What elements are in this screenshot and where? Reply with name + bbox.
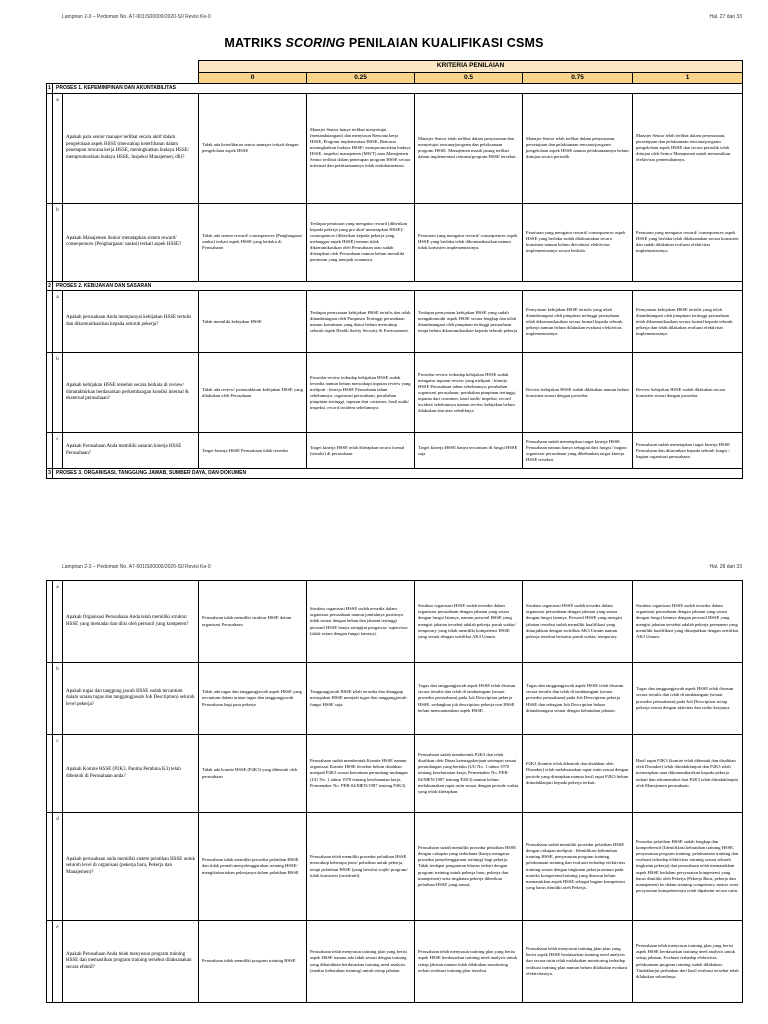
criteria-score-0: Tidak ada komite HSSE (P2K3) yang dibentuk oleh perusahaan <box>199 735 307 813</box>
page-header-reference: Lampiran 2-3 – Pedoman No. A7-001/S00000/2020-S0 Revisi Ke-0 <box>62 564 211 570</box>
title-suffix: PENILAIAN KUALIFIKASI CSMS <box>345 36 544 50</box>
criteria-score-075: Manajer Senior telah terlibat dalam penyusunan, persetujuan dan pelaksanaan rencana/program pengelolaan aspek HSSE namun pelaksanaannya belum ditinjau secara periodik <box>523 93 633 203</box>
criteria-score-1: Prosedur pelatihan HSSE sudah lengkap dan komprehensif (Identifikasi kebutuhan training HSSE, penyusunan program training, pelaksanaan training dan evaluasi terhadap efektivitas training sesuai seluruh tingkatan pekerja) dan perusahaan telah memasukkan aspek HSSE kedalam persyaratan kompetensi yang harus dimiliki oleh Pekerja (Pekerja Baru, pekerja dan manajemen) ke dalam training competency matrix serta persyaratan kompetensinya telah dipahami secara rutin. <box>633 813 743 921</box>
score-header-05: 0.5 <box>415 72 523 84</box>
criteria-score-05: Prosedur review terhadap kebijakan HSSE sudah mengatur inputan review yang meliputi : kinerja HSSE Perusahaan tahun sebelumnya, perubahan organisasi perusahaan, perubahan pimpinan tertinggi, inputan dari customer, hasil audit/ inspeksi, record incident sebelumnya namun review kebijakan belum dilakukan dan atau sebaliknya. <box>415 353 523 433</box>
score-header-075: 0.75 <box>523 72 633 84</box>
item-question: Apakah Komite HSSE (P2K3, Panitia Pembina K3) telah dibentuk di Perusahaan anda? <box>63 735 199 813</box>
criteria-score-025: Struktur organisasi HSSE sudah tersedia dalam organisasi perusahaan namun jumlahnya posisinya tidak sesuai dengan beban dan jabatan tertinggi personil HSSE hanya setingkat pengawas/ supervisor (tidak setara dengan fungsi lainnya). <box>307 581 415 663</box>
criteria-score-075: Perusahaan sudah memiliki prosedur pelatihan HSSE dengan cakupan meliputi : Identifikasi kebutuhan training HSSE, penyusunan program training, pelaksanaan training dan evaluasi terhadap efektivitas training sesuai dengan tingkatan pekerja namun pada matriks kompetensi/training yang disusun belum memasukkan aspek HSSE sebagai bagian kompetensi yang harus dimiliki oleh Pekerja. <box>523 813 633 921</box>
criteria-row <box>47 203 743 281</box>
criteria-score-1: Hasil rapat P2K3 (komite telah dibentuk dan disahkan oleh Disnaker) telah ditindaklanjuti dan P2K3 telah menerapkan atau dikomunikasikan kepada pekerja terkait dan rekomendasi dari P2K3 telah ditindaklanjuti oleh Manajemen perusahaan. <box>633 735 743 813</box>
criteria-score-0: Tidak memiliki kebijakan HSSE <box>199 291 307 353</box>
criteria-row <box>47 663 743 735</box>
criteria-header-row <box>47 61 743 73</box>
section-number: 2 <box>47 281 53 291</box>
criteria-score-1: Perusahaan sudah menetapkan target kinerja HSSE Perusahaan dan diturunkan kepada seluruh fungsi / bagian organisasi perusahaan. <box>633 433 743 469</box>
criteria-score-025: Perusahaan telah memiliki prosedur pelatihan HSSE mencakup beberapa jenis/ pelatihan untuk pekerja, tetapi pelatihan HSSE (yang bersifat wajib/ program/ tidak konsisten (incidentil). <box>307 813 415 921</box>
criteria-row <box>47 433 743 469</box>
criteria-score-0: Tidak ada tugas dan tanggungjawab aspek HSSE yang tercantum dalam uraian tugas dan tanggungjawab Perusahaan bagi para pekerja <box>199 663 307 735</box>
score-header-row <box>47 72 743 84</box>
criteria-score-0: Tidak ada keterlibatan senior manajer terkait dengan pengelolaan aspek HSSE <box>199 93 307 203</box>
scoring-matrix-table-page2 <box>46 580 743 1003</box>
score-header-0: 0 <box>199 72 307 84</box>
item-question: Apakah Perusahaan Anda memiliki sasaran kinerja HSSE Perusahaan? <box>63 433 199 469</box>
item-letter: b <box>53 203 63 281</box>
section-title: PROSES 2. KEBIJAKAN DAN SASARAN <box>53 281 743 291</box>
criteria-score-1: Review kebijakan HSSE sudah dilakukan secara konsisten sesuai dengan prosedur. <box>633 353 743 433</box>
criteria-score-05: Perusahaan sudah memiliki prosedur pelatihan HSSE dengan cakupan yang sederhana (hanya mengatur prosedur penyelenggaraan training) bagi pekerja. Tidak terdapat pengaturan khusus terkait dengan program training untuk pekerja baru, pekerja dan manajemen) serta tingkatan pekerja diberikan pelatihan HSSE yang sama). <box>415 813 523 921</box>
item-question: Apakah perusahaan Anda mempunyai kebijakan HSSE tertulis dan dikomunikasikan kepada seluruh pekerja? <box>63 291 199 353</box>
title-prefix: MATRIKS <box>224 36 286 50</box>
criteria-score-025: Target kinerja HSSE telah ditetapkan secara formal (tertulis) di perusahaan <box>307 433 415 469</box>
score-header-1: 1 <box>633 72 743 84</box>
document-title <box>0 36 768 50</box>
criteria-score-075: Perusahaan sudah menetapkan target kinerja HSSE Perusahaan namun hanya sebagian dari fungsi / bagian organisasi perusahaan yang dibebankan target kinerja HSSE tersebut. <box>523 433 633 469</box>
criteria-row <box>47 813 743 921</box>
criteria-score-0: Perusahaan tidak memiliki program training HSSE <box>199 921 307 1003</box>
page-header-reference: Lampiran 2-3 – Pedoman No. A7-001/S00000/2020-S0 Revisi Ke-0 <box>62 14 211 20</box>
criteria-row <box>47 353 743 433</box>
section-number: 1 <box>47 84 53 94</box>
criteria-score-075: Tugas dan tanggungjawab aspek HSSE telah disusun secara tertulis dan telah di tandatangani (sesuai prosedur perusahaan) pada Job Description pekerja HSSE dan sebagian Job Description belum ditandatangani sesuai dengan kebutuhan jabatan. <box>523 663 633 735</box>
section-number: 3 <box>47 469 53 479</box>
criteria-score-1: Perusahaan telah menyusun training plan yang berisi aspek HSSE berdasarkan training need analysis untuk setiap jabatan, Evaluasi terhadap efektivitas pelaksanaan program training sudah dilakukan. Tindaklanjut perbaikan dari hasil evaluasi tersebut telah dilakukan seluruhnya. <box>633 921 743 1003</box>
score-header-025: 0.25 <box>307 72 415 84</box>
criteria-score-1: Struktur organisasi HSSE sudah tersedia dalam organisasi perusahaan dengan jabatan yang setara dengan fungsi lainnya dengan personil HSSE yang mengisi jabatan tersebut adalah pekerja permanen yang memiliki kualifikasi yang ditunjukkan dengan sertifikat AK3 Umum. <box>633 581 743 663</box>
criteria-score-05: Tugas dan tanggungjawab aspek HSSE telah disusun secara tertulis dan telah di tandatangani (sesuai prosedur perusahaan) pada Job Description pekerja HSSE, sedangkan job description pekerja non HSSE belum mencantumkan aspek HSSE. <box>415 663 523 735</box>
criteria-score-075: Struktur organisasi HSSE sudah tersedia dalam organisasi perusahaan dengan jabatan yang setara dengan fungsi lainnya. Personil HSSE yang mengisi jabatan tersebut sudah memiliki kualifikasi yang ditunjukkan dengan sertifikat AK3 Umum namun pekerja tersebut bersatus paruh waktu/ temporary. <box>523 581 633 663</box>
item-question: Apakah kebijakan HSSE tersebut secara berkala di review/ dimutakhirkan berdasarkan perkembangan kondisi internal & eksternal perusahaan? <box>63 353 199 433</box>
item-question: Apakah Organisasi Perusahaan Anda telah memiliki struktur HSSE yang memadai dan diisi oleh personil yang kompeten? <box>63 581 199 663</box>
item-letter: d <box>53 813 63 921</box>
criteria-score-1: Peraturan yang mengatur reward/ consequences aspek HSSE yang berlaku telah dilaksanakan secara konsisten dan sudah dilakukan evaluasi efektivitas implementasinya. <box>633 203 743 281</box>
criteria-score-025: Perusahaan sudah membentuk Komite HSSE namun organisasi Komite HSSE tersebut belum disahkan menjadi P2K3 sesuai ketentuan perundang-undangan (UU No. 1 tahun 1970 tentang keselamatan kerja, Permenaker No. PER-04/MEN/1987 tentang P2K3) <box>307 735 415 813</box>
item-letter: b <box>53 663 63 735</box>
criteria-score-025: Manajer Senior hanya terlibat menyetujui (menandatangani) dan menyusun Rencana kerja HSSE, Program implementasi HSSE, Rencana meningkatkan budaya HSSE/ mempromosikan budaya HSSE, inspeksi manajemen (MWT) atau Manajemen Senior terlibat dalam penerapan program HSSE secara informal dan pelaksanaannya tidak terdokumentasi. <box>307 93 415 203</box>
item-letter: a <box>53 93 63 203</box>
page-number: Hal. 28 dari 33 <box>709 564 742 570</box>
section-row-2 <box>47 281 743 291</box>
scoring-matrix-table-page1 <box>46 60 743 479</box>
section-title: PROSES 1. KEPEMIMPINAN DAN AKUNTABILITAS <box>53 84 743 94</box>
item-question: Apakah para senior manajer terlibat secara aktif dalam pengelolaan aspek HSSE (mencakup keterlibatan dalam penetapan rencana kerja HSSE, meningkatkan budaya HSSE/ mempromosikan budaya HSSE, Inspeksi Manajemen, dll)? <box>63 93 199 203</box>
criteria-row <box>47 581 743 663</box>
criteria-score-025: Tanggungjawab HSSE telah tersedia dan dianggap merupakan HSSE menjadi tugas dan tanggungjawab fungsi HSSE saja. <box>307 663 415 735</box>
criteria-score-05: Perusahaan sudah membentuk P2K3 dan telah disahkan oleh Dinas ketenagakerjaan setempat sesuai perundangan yang berlaku (UU No. 1 tahun 1970 tentang keselamatan kerja, Permenaker No. PER-04/MEN/1987 tentang P2K3) namun belum melaksanakan rapat rutin sesuai dengan periode waktu yang telah ditetapkan. <box>415 735 523 813</box>
criteria-score-025: Prosedur review terhadap kebijakan HSSE sudah tersedia namun belum mencakupi inputan review yang meliputi : kinerja HSSE Perusahaan tahun sebelumnya, organisasi perusahaan, perubahan pimpinan tertinggi, inputan dari customer, hasil audit/ inspeksi, record incident sebelumnya. <box>307 353 415 433</box>
criteria-score-0: Perusahaan tidak memiliki struktur HSSE dalam organisasi Perusahaan <box>199 581 307 663</box>
criteria-score-075: Peraturan yang mengatur reward/ consequences aspek HSSE yang berlaku sudah dilaksanakan secara konsisten namun belum dievaluasi efektivitas implementasinya secara berkala. <box>523 203 633 281</box>
criteria-score-075: Perusahaan telah menyusun training plan plan yang berisi aspek HSSE berdasarkan training need analysis dan secara rutin telah melakukan monitoring terhadap realisasi training plan namun belum dilakukan evaluasi efektivitasnya. <box>523 921 633 1003</box>
criteria-score-1: Tugas dan tanggungjawab aspek HSSE telah disusun secara tertulis dan telah di tandatangani (sesuai prosedur perusahaan) pada Job Description setiap pekerja sesuai dengan aktivitas dan risiko kerjanya. <box>633 663 743 735</box>
item-letter: a <box>53 291 63 353</box>
section-title: PROSES 3. ORGANISASI, TANGGUNG JAWAB, SUMBER DAYA, DAN DOKUMEN <box>53 469 743 479</box>
page-28 <box>0 556 768 1024</box>
criteria-score-075: Review kebijakan HSSE sudah dilakukan namun belum konsisten sesuai dengan prosedur. <box>523 353 633 433</box>
criteria-score-0: Tidak ada review/ pemutakhiran kebijakan HSSE yang dilakukan oleh Perusahaan <box>199 353 307 433</box>
item-question: Apakah Manajemen Senior menetapkan sistem reward/ consequences (Penghargaan/ sanksi) terkait aspek HSSE? <box>63 203 199 281</box>
page-number: Hal. 27 dari 33 <box>709 14 742 20</box>
item-letter: b <box>53 353 63 433</box>
item-question: Apakah Perusahaan Anda telah menyusun program training HSSE dan memastikan program training tersebut dilaksanakan secara efektif? <box>63 921 199 1003</box>
criteria-score-05: Perusahaan telah menyusun training plan yang berisi aspek HSSE berdasarkan training need analysis untuk setiap jabatan namun tidak dilakukan monitoring terkait realisasi training plan tersebut. <box>415 921 523 1003</box>
criteria-row <box>47 93 743 203</box>
criteria-row <box>47 291 743 353</box>
section-row-1 <box>47 84 743 94</box>
criteria-score-05: Manajer Senior telah terlibat dalam penyusunan dan menyetujui rencana/program dan pelaksanaan program HSSE. Manajemen masih jarang terlibat dalam implementasi rencana/program HSSE tersebut. <box>415 93 523 203</box>
page-gap <box>0 500 768 556</box>
criteria-score-0: Perusahaan tidak memiliki prosedur pelatihan HSSE dan tidak pernah menyelenggarakan training HSSE/ mengikutsertakan pekerjanya dalam pelatihan HSSE <box>199 813 307 921</box>
criteria-score-025: Terdapat pernyataan kebijakan HSSE tertulis dan telah ditandatangani oleh Pimpinan Tertinggi perusahaan namun komitmen yang diatur belum mencakup seluruh aspek Health Safety Security & Environment. <box>307 291 415 353</box>
criteria-score-025: Terdapat peraturan yang mengatur reward (diberikan kepada pekerja yang pro aktif menerapkan HSSE)/ consequences (diberikan kepada pekerja yang melanggar aspek HSSE) namun tidak dikomunikasikan oleh Perusahaan atau sudah ditetapkan oleh Perusahaan namun belum memiliki peraturan yang menjadi acuannya. <box>307 203 415 281</box>
page-27 <box>0 0 768 500</box>
item-letter: c <box>53 433 63 469</box>
criteria-row <box>47 921 743 1003</box>
title-emphasis: SCORING <box>285 36 346 50</box>
criteria-score-075: P2K3 (komite telah dibentuk dan disahkan oleh Disnaker) telah melaksanakan rapat rutin sesuai dengan periode yang ditetapkan namun hasil rapat P2K3 belum ditindaklanjuti kepada pekerja terkait. <box>523 735 633 813</box>
criteria-score-05: Struktur organisasi HSSE sudah tersedia dalam organisasi perusahaan dengan jabatan yang setara dengan fungsi lainnya, namun personil HSSE yang mengisi jabatan tersebut adalah pekerja paruh waktu/ temporary yang tidak memiliki kompetensi HSSE yang sesuai dengan sertifikat AK3 Umum. <box>415 581 523 663</box>
item-question: Apakah tugas dan tanggung jawab HSSE sudah tercantum dalam uraian tugas dan tanggungjawab Job Description) seluruh level pekerja? <box>63 663 199 735</box>
section-row-3 <box>47 469 743 479</box>
item-letter: c <box>53 735 63 813</box>
criteria-score-0: Tidak ada sistem reward/ consequences (Penghargaan/ sanksi) terkait aspek HSSE yang berlaku di Perusahaan <box>199 203 307 281</box>
criteria-header: KRITERIA PENILAIAN <box>199 61 743 73</box>
item-letter: e <box>53 921 63 1003</box>
criteria-score-05: Peraturan yang mengatur reward/ consequences aspek HSSE yang berlaku telah dikomunikasikan namun tidak konsisten implementasinya. <box>415 203 523 281</box>
criteria-score-075: Pernyataan kebijakan HSSE tertulis yang telah ditandatangani oleh pimpinan tertinggi perusahaan telah dikomunikasikan secara formal kepada seluruh pekerja namun belum dilakukan evaluasi efektivitas implementasinya <box>523 291 633 353</box>
criteria-score-1: Manajer Senior telah terlibat dalam penyusunan, persetujuan dan pelaksanaan rencana/program pengelolaan aspek HSSE dan secara periodik telah ditinjau oleh Senior Manajemen untuk memastikan efektivitas pemenuhannya. <box>633 93 743 203</box>
item-letter: a <box>53 581 63 663</box>
criteria-score-0: Target kinerja HSSE Perusahaan tidak tersedia <box>199 433 307 469</box>
criteria-score-1: Pernyataan kebijakan HSSE tertulis yang telah ditandatangani oleh pimpinan tertinggi perusahaan telah dikomunikasikan secara formal kepada seluruh pekerja dan telah dilakukan evaluasi efektivitas implementasinya <box>633 291 743 353</box>
item-question: Apakah perusahaan anda memiliki sistem pelatihan HSSE untuk seluruh level di organisasi (pekerja baru, Pekerja dan Manajemen)? <box>63 813 199 921</box>
criteria-score-025: Perusahaan telah menyusun training plan yang berisi aspek HSSE namun ada tidak sesuai dengan training yang dibutuhkan berdasarkan training need analysis (analisa kebutuhan training) untuk setiap jabatan <box>307 921 415 1003</box>
criteria-row <box>47 735 743 813</box>
criteria-score-05: Target kinerja HSSE hanya tercantum di fungsi HSSE saja <box>415 433 523 469</box>
criteria-score-05: Terdapat pernyataan kebijakan HSSE yang sudah mengakomodir aspek HSSE secara lengkap dan telah ditandatangani oleh pimpinan tertinggi perusahaan tetapi belum dikomunikasikan kepada seluruh pekerja <box>415 291 523 353</box>
